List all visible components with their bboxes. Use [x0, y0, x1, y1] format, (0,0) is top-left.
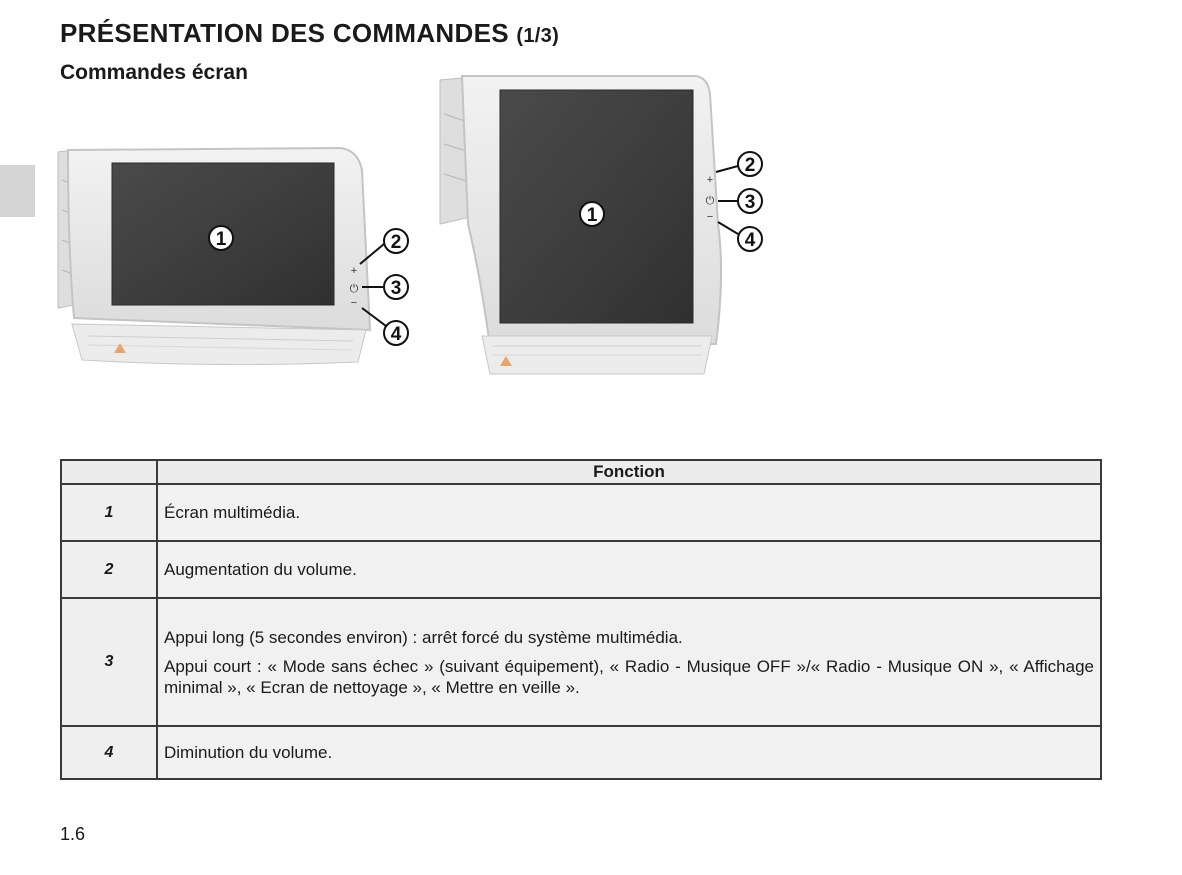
description-line: Appui court : « Mode sans échec » (suivant équipement), « Radio - Musique OFF »/« Radio - Musique ON », « Affichage minimal », « Ecran de nettoyage », « Mettre en veille ». — [164, 656, 1094, 697]
description-line: Augmentation du volume. — [164, 560, 357, 579]
table-row — [61, 484, 1101, 541]
landscape-screen-figure — [58, 140, 418, 375]
page-number: 1.6 — [60, 824, 86, 844]
control-strip — [482, 336, 712, 374]
header-function-cell: Fonction — [157, 460, 1101, 484]
control-strip — [72, 324, 366, 365]
table-row — [61, 598, 1101, 726]
callout-volume-down: 4 — [390, 324, 402, 345]
callout-volume-up: 2 — [390, 232, 402, 253]
description-line: Appui long (5 secondes environ) : arrêt forcé du système multimédia. — [164, 627, 683, 647]
callout-power: 3 — [744, 192, 756, 213]
header-number-cell — [61, 460, 157, 484]
description-line: Diminution du volume. — [164, 743, 333, 762]
callout-volume-up: 2 — [744, 155, 756, 176]
row-number: 3 — [61, 598, 157, 726]
row-number: 4 — [61, 726, 157, 779]
minus-icon: − — [350, 297, 358, 309]
callout-screen: 1 — [215, 229, 227, 250]
row-description — [157, 726, 1101, 779]
chapter-tab — [0, 165, 35, 217]
power-icon: ⏻ — [349, 283, 359, 295]
function-table — [60, 459, 1102, 780]
callout-volume-down: 4 — [744, 230, 756, 251]
callout-power: 3 — [390, 278, 402, 299]
table-header-row — [61, 460, 1101, 484]
page-title-part: (1/3) — [516, 25, 560, 47]
table-row — [61, 541, 1101, 598]
section-title: Commandes écran — [60, 61, 248, 84]
row-description — [157, 484, 1101, 541]
portrait-screen-figure — [440, 74, 770, 379]
row-description — [157, 541, 1101, 598]
page-title — [60, 18, 559, 49]
plus-icon: + — [350, 265, 358, 277]
table-row — [61, 726, 1101, 779]
row-number: 2 — [61, 541, 157, 598]
plus-icon: + — [706, 174, 714, 186]
callout-screen: 1 — [586, 205, 598, 226]
row-description — [157, 598, 1101, 726]
row-number: 1 — [61, 484, 157, 541]
minus-icon: − — [706, 211, 714, 223]
description-line: Écran multimédia. — [164, 503, 301, 522]
page-title-text: PRÉSENTATION DES COMMANDES — [60, 18, 509, 48]
power-icon: ⏻ — [705, 195, 715, 207]
